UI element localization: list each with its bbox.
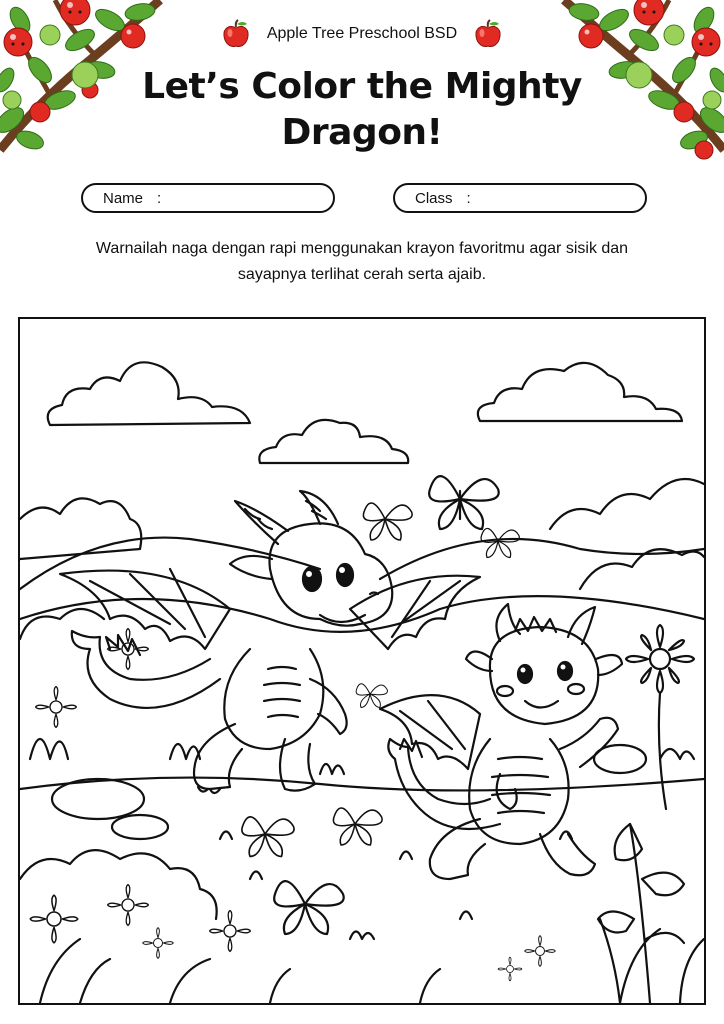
butterfly bbox=[242, 817, 294, 857]
bush bbox=[580, 549, 704, 589]
school-header bbox=[0, 18, 724, 50]
cloud bbox=[259, 420, 408, 463]
dragon-leg bbox=[540, 834, 595, 875]
rock bbox=[52, 779, 144, 819]
dragon-tail bbox=[388, 739, 500, 829]
coloring-instruction: Warnailah naga dengan rapi menggunakan krayon favoritmu agar sisik dan sayapnya terlihat cerah serta ajaib. bbox=[95, 240, 629, 283]
dragon-horn bbox=[568, 607, 595, 644]
cloud bbox=[48, 362, 250, 425]
dragon-ear bbox=[596, 655, 622, 675]
coloring-illustration-frame bbox=[18, 317, 706, 1005]
daisy-flower bbox=[30, 895, 78, 943]
name-field[interactable] bbox=[81, 183, 335, 213]
school-name: Apple Tree Preschool BSD bbox=[266, 25, 458, 42]
bush bbox=[20, 609, 104, 639]
class-field[interactable] bbox=[393, 183, 647, 213]
class-separator: : bbox=[466, 189, 471, 207]
butterfly bbox=[333, 808, 382, 845]
dragon-ear bbox=[466, 652, 492, 672]
daisy-flower bbox=[498, 957, 522, 981]
dragon-arm bbox=[497, 774, 517, 809]
butterfly bbox=[274, 881, 344, 934]
dragon-eye bbox=[558, 662, 572, 680]
small-dragon bbox=[380, 604, 622, 879]
daisy-flower bbox=[36, 687, 77, 728]
bush bbox=[20, 850, 217, 919]
butterfly bbox=[481, 528, 519, 557]
big-dragon bbox=[60, 491, 480, 793]
daisy-flower bbox=[143, 928, 174, 959]
name-separator: : bbox=[157, 189, 162, 207]
hill bbox=[380, 539, 704, 579]
bellflower-plant bbox=[598, 824, 684, 1003]
dragon-coloring-illustration bbox=[20, 319, 704, 1003]
bush bbox=[550, 479, 704, 529]
dragon-eye bbox=[518, 665, 532, 683]
dragon-eye bbox=[337, 564, 353, 586]
butterfly bbox=[356, 684, 387, 708]
worksheet-title: Let’s Color the Mighty Dragon! bbox=[142, 66, 582, 153]
butterfly bbox=[429, 476, 499, 529]
name-label: Name bbox=[103, 189, 144, 207]
daisy-flower bbox=[108, 885, 149, 926]
hill bbox=[20, 538, 320, 589]
rock bbox=[112, 815, 168, 839]
dragon-arm bbox=[560, 718, 618, 767]
apple-icon bbox=[473, 19, 503, 49]
dragon-eye bbox=[303, 567, 321, 591]
apple-icon bbox=[221, 19, 251, 49]
rock bbox=[594, 745, 646, 773]
bush bbox=[20, 498, 141, 559]
butterfly bbox=[363, 503, 412, 540]
dragon-arm bbox=[310, 679, 347, 734]
dragon-horn bbox=[300, 491, 338, 524]
dragon-horn bbox=[496, 604, 520, 641]
daisy-flower bbox=[525, 936, 556, 967]
ground-line bbox=[20, 778, 704, 791]
dragon-ear bbox=[230, 556, 272, 579]
cloud bbox=[478, 363, 682, 421]
class-label: Class bbox=[415, 189, 453, 207]
